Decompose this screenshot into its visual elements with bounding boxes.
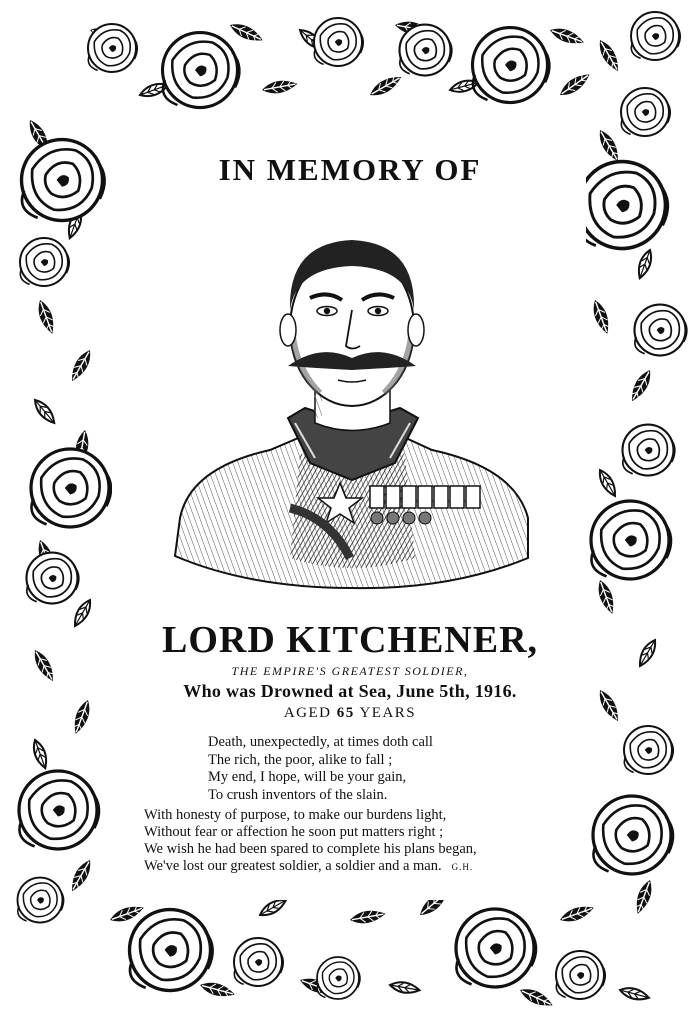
verse-two xyxy=(144,807,477,876)
verse-line: To crush inventors of the slain. xyxy=(208,786,388,803)
verse-one xyxy=(208,734,433,804)
memorial-heading: IN MEMORY OF xyxy=(218,152,482,187)
age-line xyxy=(0,705,700,722)
verse-line-last xyxy=(144,858,477,876)
honoree-name: LORD KITCHENER, xyxy=(161,619,539,661)
verse-line: My end, I hope, will be your gain, xyxy=(208,769,407,785)
age-prefix: AGED xyxy=(283,705,332,721)
verse-line: Without fear or affection he soon put matters right ; xyxy=(144,824,444,840)
verse-line: With honesty of purpose, to make our burdens light, xyxy=(144,807,447,823)
verse-line: Death, unexpectedly, at times doth call xyxy=(208,734,433,750)
age-suffix: YEARS xyxy=(359,705,417,721)
engraved-portrait-icon xyxy=(170,218,535,590)
age-number: 65 xyxy=(336,705,355,721)
author-initials: G.H. xyxy=(451,862,474,872)
verse-line: We wish he had been spared to complete his plans began, xyxy=(144,841,477,857)
verse-line: The rich, the poor, alike to fall ; xyxy=(208,751,393,768)
verse-line-text: We've lost our greatest soldier, a soldier and a man. xyxy=(144,858,442,874)
drowned-date-line: Who was Drowned at Sea, June 5th, 1916. xyxy=(183,681,517,701)
honoree-subtitle: THE EMPIRE'S GREATEST SOLDIER, xyxy=(231,664,469,678)
